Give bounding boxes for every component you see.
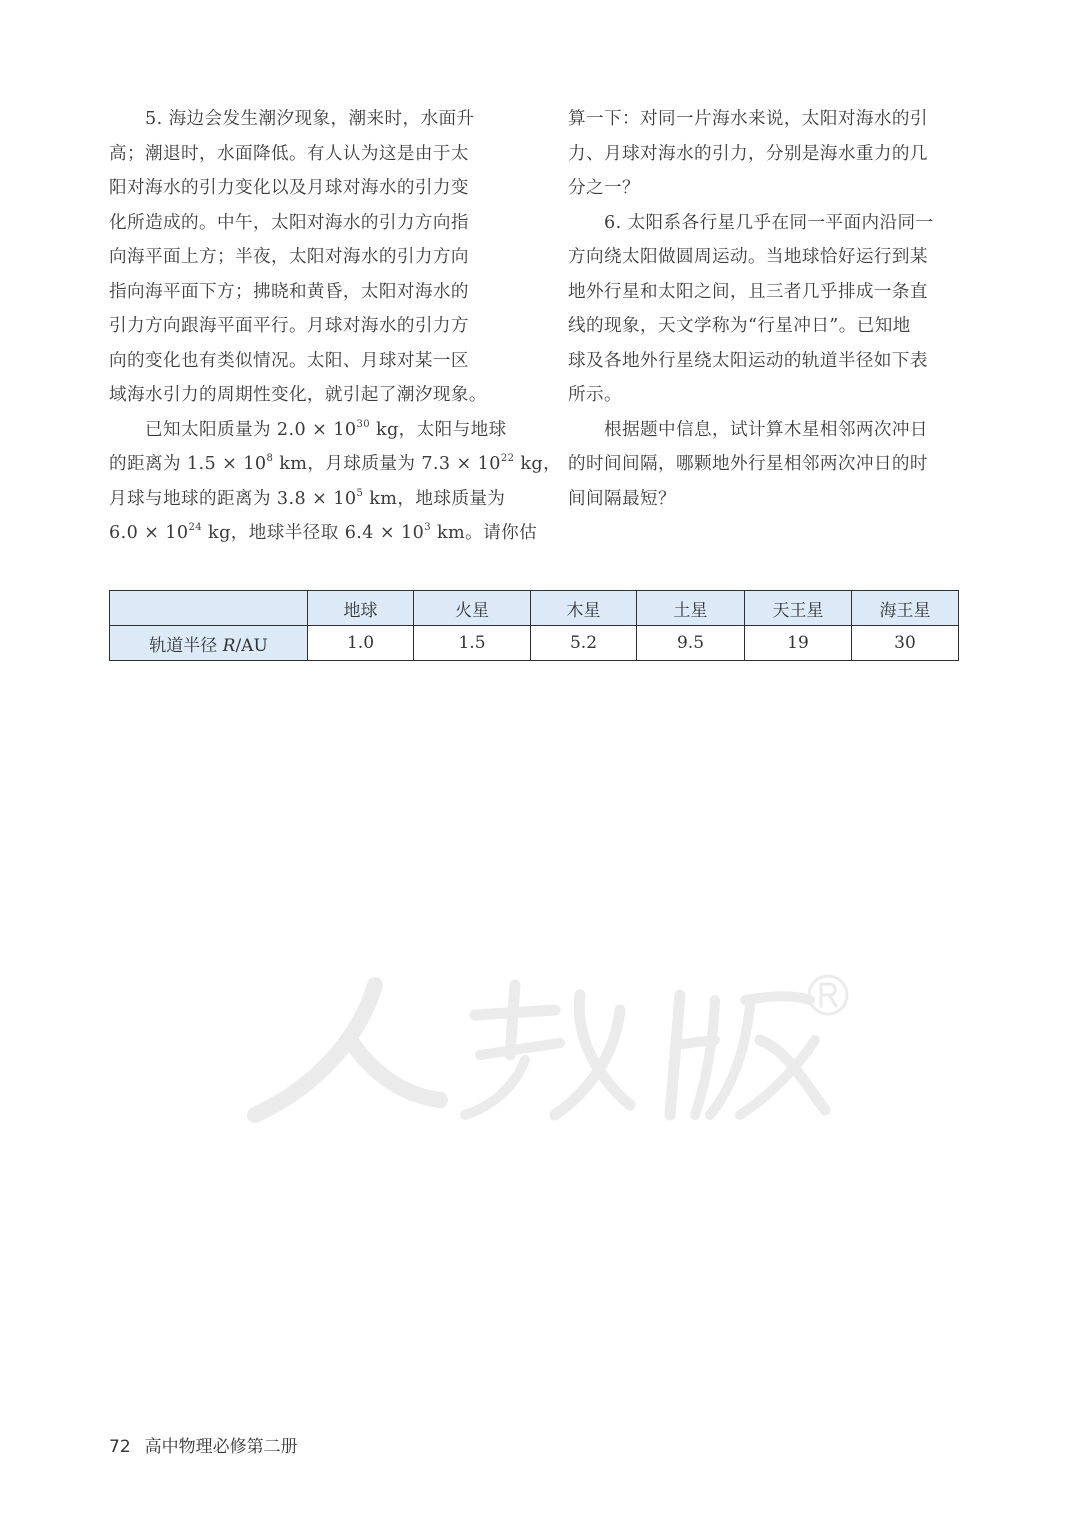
distance-line [109, 447, 562, 482]
publisher-watermark-logo [225, 965, 865, 1135]
table-header-cell: 天王星 [745, 591, 852, 626]
text-line: 地外行星和太阳之间，且三者几乎排成一条直 [568, 281, 928, 302]
text-span: 轨道半径 [149, 635, 223, 656]
text-line: 方向绕太阳做圆周运动。当地球恰好运行到某 [568, 247, 928, 267]
table-row-label [110, 626, 308, 661]
text-line: 的时间间隔，哪颗地外行星相邻两次冲日的时 [568, 454, 928, 474]
page-number: 72 [109, 1437, 131, 1457]
text-line: 阳对海水的引力变化以及月球对海水的引力变 [109, 178, 469, 198]
page-footer [109, 1432, 298, 1462]
left-column [109, 102, 562, 551]
text-line: 指向海平面下方；拂晓和黄昏，太阳对海水的 [109, 281, 469, 302]
variable-r: R [222, 635, 236, 656]
text-line: 算一下：对同一片海水来说，太阳对海水的引 [568, 109, 928, 129]
table-header-cell: 海王星 [852, 591, 959, 626]
text-span: kg， [514, 454, 562, 474]
text-span: 的距离为 1.5 × 10 [109, 454, 267, 474]
table-row [110, 626, 959, 661]
text-line: 根据题中信息，试计算木星相邻两次冲日 [568, 419, 928, 440]
text-span: 已知太阳质量为 2.0 × 10 [109, 419, 357, 440]
text-line: 向的变化也有类似情况。太阳、月球对某一区 [109, 350, 469, 371]
text-span: /AU [235, 635, 268, 656]
earth-mass-line [109, 516, 538, 551]
text-span: km。请你估 [430, 523, 538, 543]
text-line: 6. 太阳系各行星几乎在同一平面内沿同一 [568, 212, 934, 233]
exponent: 3 [424, 522, 431, 533]
text-line: 分之一？ [568, 178, 640, 198]
text-line: 化所造成的。中午，太阳对海水的引力方向指 [109, 212, 469, 233]
text-line: 线的现象，天文学称为“行星冲日”。已知地 [568, 316, 911, 336]
text-span: km，月球质量为 7.3 × 10 [273, 454, 501, 474]
text-line: 域海水引力的周期性变化，就引起了潮汐现象。 [109, 385, 487, 405]
text-line: 球及各地外行星绕太阳运动的轨道半径如下表 [568, 350, 928, 371]
text-line: 所示。 [568, 385, 622, 405]
table-cell: 5.2 [531, 626, 637, 661]
table-cell: 1.0 [308, 626, 414, 661]
text-line: 引力方向跟海平面平行。月球对海水的引力方 [109, 316, 469, 336]
table-header-row [110, 591, 959, 626]
text-span: 月球与地球的距离为 3.8 × 10 [109, 488, 357, 509]
exponent: 5 [356, 487, 364, 499]
exponent: 8 [266, 453, 274, 464]
table-cell: 9.5 [637, 626, 745, 661]
sun-mass-line [109, 413, 507, 448]
table-header-cell: 木星 [531, 591, 637, 626]
exponent: 22 [500, 453, 515, 464]
table-header-cell: 土星 [637, 591, 745, 626]
text-span: 6.0 × 10 [109, 523, 189, 543]
text-span: kg，地球半径取 6.4 × 10 [202, 523, 425, 543]
table-header-cell: 火星 [414, 591, 531, 626]
text-line: 向海平面上方；半夜，太阳对海水的引力方向 [109, 247, 469, 267]
text-line: 5. 海边会发生潮汐现象，潮来时，水面升 [109, 109, 475, 129]
table-header-cell: 地球 [308, 591, 414, 626]
exponent: 30 [356, 418, 370, 430]
text-line: 间间隔最短？ [568, 488, 676, 509]
orbit-radius-table [109, 590, 959, 661]
book-title: 高中物理必修第二册 [144, 1437, 298, 1457]
table-corner-cell [110, 591, 308, 626]
text-line: 高；潮退时，水面降低。有人认为这是由于太 [109, 143, 469, 164]
table-cell: 30 [852, 626, 959, 661]
text-span: kg，太阳与地球 [369, 419, 507, 440]
text-line: 力、月球对海水的引力，分别是海水重力的几 [568, 143, 928, 164]
moon-distance-line [109, 482, 506, 517]
exponent: 24 [188, 522, 203, 533]
text-span: km，地球质量为 [363, 488, 506, 509]
table-cell: 19 [745, 626, 852, 661]
table-cell: 1.5 [414, 626, 531, 661]
right-column [568, 102, 960, 516]
